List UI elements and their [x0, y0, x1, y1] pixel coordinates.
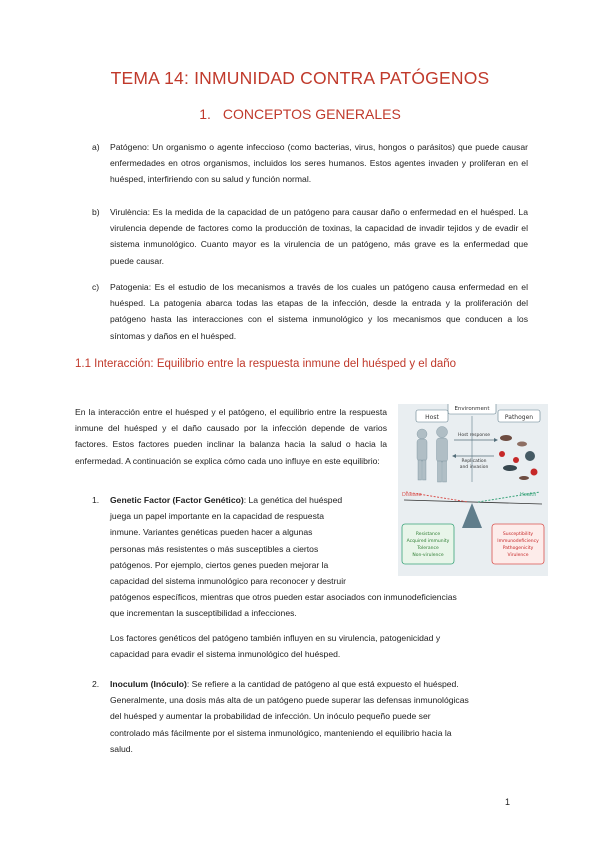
factor-genetic-extra — [110, 630, 535, 662]
factor-line: capacidad para evadir el sistema inmunológico del huésped. — [110, 649, 341, 660]
host-label: Host — [425, 414, 439, 421]
susceptibility-item: Pathogenicity — [502, 546, 534, 551]
factor-line: patógenos. Por ejemplo, ciertos genes pueden mejorar la — [110, 559, 329, 570]
section-number: 1. — [199, 106, 211, 122]
factor-line-text: : Se refiere a la cantidad de patógeno al que está expuesto el huésped. — [186, 679, 459, 689]
factor-line: patógenos específicos, mientras que otros pueden estar asociados con inmunodeficiencias — [110, 592, 457, 603]
factor-line — [110, 492, 535, 508]
factor-inoculum — [110, 676, 535, 757]
document-title: TEMA 14: INMUNIDAD CONTRA PATÓGENOS — [110, 68, 490, 88]
factor-line: que incrementan la susceptibilidad a infecciones. — [110, 608, 297, 619]
factor-line: personas más resistentes o más susceptibles a ciertos — [110, 543, 319, 554]
resistance-item: Non-virulence — [412, 553, 444, 558]
factor-line: inmune. Variantes genéticas pueden hacer a algunas — [110, 527, 313, 538]
page-number: 1 — [505, 797, 511, 807]
factor-line: salud. — [110, 743, 133, 754]
factor-number-1: 1. — [92, 495, 100, 505]
resistance-item: Resistance — [415, 532, 441, 537]
item-letter-c: c) — [92, 282, 100, 292]
section-heading-1 — [0, 106, 600, 122]
item-letter-b: b) — [92, 207, 100, 217]
factor-line: del huésped y aumentar la probabilidad de infección. Un inóculo pequeño puede ser — [110, 711, 431, 722]
invasion-label: and invasion — [459, 465, 489, 470]
host-response-label: Host response — [457, 433, 491, 438]
factor-term: Inoculum (Inóculo) — [110, 679, 187, 689]
pathogen-label: Pathogen — [504, 414, 534, 421]
factor-line: juega un papel importante en la capacidad de respuesta — [110, 511, 325, 522]
susceptibility-item: Virulence — [507, 553, 529, 558]
factor-line — [110, 676, 535, 692]
susceptibility-item: Immunodeficiency — [497, 539, 539, 544]
resistance-item: Acquired immunity — [406, 539, 450, 544]
definition-patogenia: Patogenia: Es el estudio de los mecanismos a través de los cuales un patógeno causa enfermedad en el huésped. La patogenia abarca todas las etapas de la infección, desde la entrada y la proliferación del patógeno hasta las interacciones con el sistema inmunológico y los mecanismos que conducen a los síntomas y daños en el huésped. — [110, 282, 528, 341]
replication-label: Replication — [461, 459, 487, 464]
resistance-item: Tolerance — [417, 546, 439, 551]
susceptibility-item: Susceptibility — [502, 532, 534, 537]
environment-label: Environment — [454, 406, 490, 412]
item-letter-a: a) — [92, 142, 100, 152]
definition-virulencia: Virulència: Es la medida de la capacidad de un patógeno para causar daño o enfermedad en el huésped. La virulencia depende de factores como la producción de toxinas, la capacidad de invadir tejidos y de evadir el sistema inmunológico. Cuanto mayor es la virulencia de un patógeno, más grave es la enfermedad que puede causar. — [110, 207, 528, 266]
factor-line: Generalmente, una dosis más alta de un patógeno puede superar las defensas inmunológicas — [110, 695, 469, 706]
disease-label: Disease — [402, 492, 422, 498]
factor-genetic — [110, 492, 535, 622]
factor-line-text: : La genética del huésped — [243, 495, 343, 505]
intro-paragraph: En la interacción entre el huésped y el patógeno, el equilibrio entre la respuesta inmune del huésped y el daño causado por la infección depende de varios factores. Estos factores pueden inclinar la balanza hacia la salud o hacia la enfermedad. A continuación se explica cómo cada uno influye en este equilibrio: — [75, 407, 387, 466]
section-heading-1-1: 1.1 Interacción: Equilibrio entre la respuesta inmune del huésped y el daño — [75, 358, 457, 370]
definition-patogeno: Patógeno: Un organismo o agente infeccioso (como bacterias, virus, hongos o parásitos) que puede causar enfermedades en otros organismos, incluidos los seres humanos. Estos agentes invaden y proliferan en el huésped, interfiriendo con su salud y función normal. — [110, 142, 528, 185]
factor-line: Los factores genéticos del patógeno también influyen en su virulencia, patogenicidad y — [110, 633, 441, 643]
section-title: CONCEPTOS GENERALES — [222, 106, 401, 122]
factor-line: capacidad del sistema inmunológico para reconocer y destruir — [110, 576, 346, 587]
factor-number-2: 2. — [92, 679, 100, 689]
factor-line: controlado más fácilmente por el sistema inmunológico, manteniendo el equilibrio hacia la — [110, 727, 452, 738]
health-label: Health — [520, 492, 537, 498]
factor-term: Genetic Factor (Factor Genético) — [110, 495, 244, 505]
